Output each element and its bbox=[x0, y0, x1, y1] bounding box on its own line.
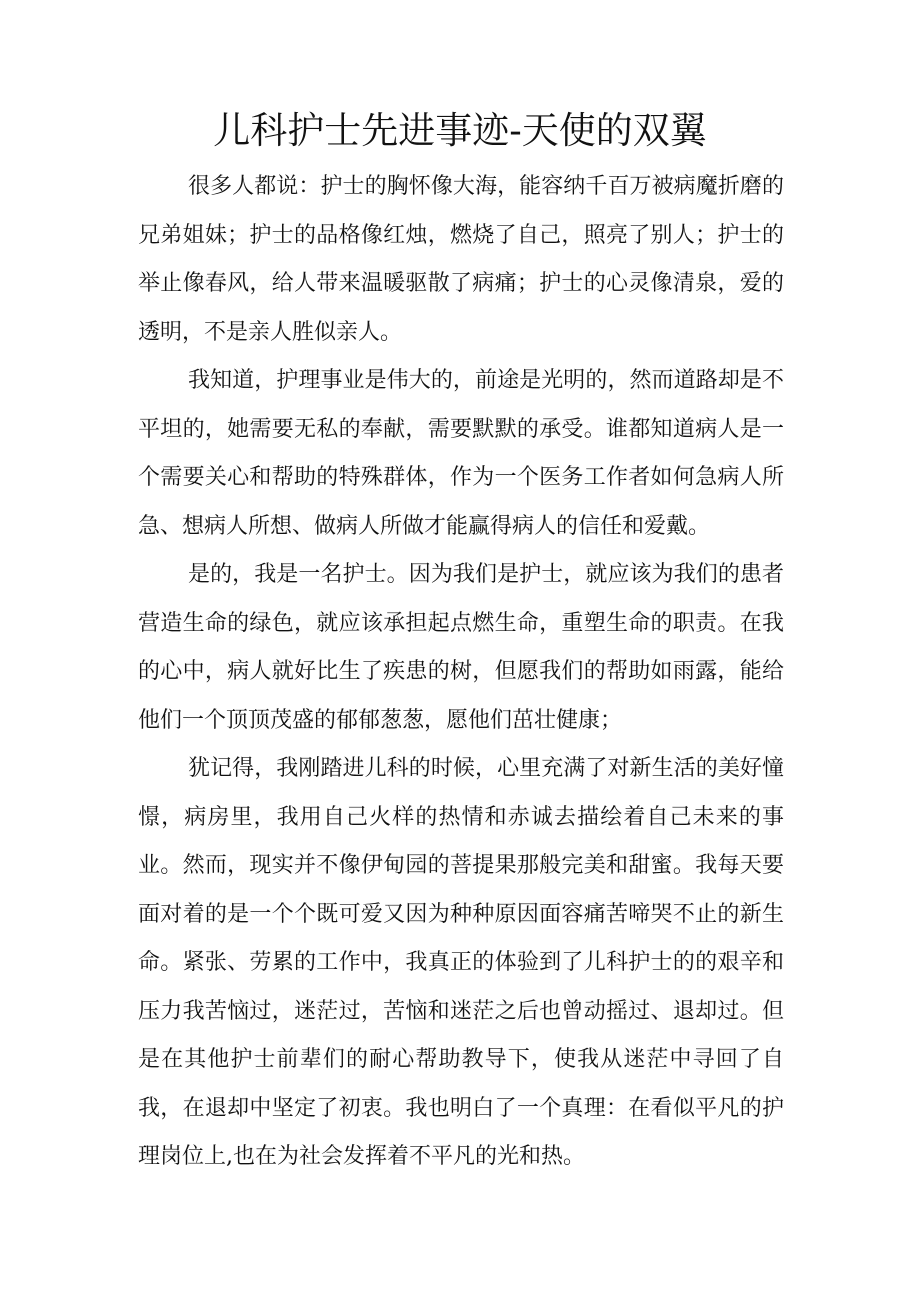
paragraph-4: 犹记得，我刚踏进儿科的时候，心里充满了对新生活的美好憧憬，病房里，我用自己火样的热情和赤诚去描绘着自己未来的事业。然而，现实并不像伊甸园的菩提果那般完美和甜蜜。我每天要面对着的是一个个既可爱又因为种种原因面容痛苦啼哭不止的新生命。紧张、劳累的工作中，我真正的体验到了儿科护士的的艰辛和压力我苦恼过，迷茫过，苦恼和迷茫之后也曾动摇过、退却过。但是在其他护士前辈们的耐心帮助教导下，使我从迷茫中寻回了自我，在退却中坚定了初衷。我也明白了一个真理：在看似平凡的护理岗位上,也在为社会发挥着不平凡的光和热。 bbox=[138, 756, 784, 1169]
paragraph-1: 很多人都说：护士的胸怀像大海，能容纳千百万被病魔折磨的兄弟姐妹；护士的品格像红烛，燃烧了自己，照亮了别人；护士的举止像春风，给人带来温暖驱散了病痛；护士的心灵像清泉，爱的透明，不是亲人胜似亲人。 bbox=[138, 174, 784, 345]
paragraph-2: 我知道，护理事业是伟大的，前途是光明的，然而道路却是不平坦的，她需要无私的奉献，需要默默的承受。谁都知道病人是一个需要关心和帮助的特殊群体，作为一个医务工作者如何急病人所急、想病人所想、做病人所做才能赢得病人的信任和爱戴。 bbox=[138, 368, 784, 539]
document-body bbox=[138, 163, 784, 1182]
document-title: 儿科护士先进事迹-天使的双翼 bbox=[213, 109, 707, 152]
paragraph-3: 是的，我是一名护士。因为我们是护士，就应该为我们的患者营造生命的绿色，就应该承担起点燃生命，重塑生命的职责。在我的心中，病人就好比生了疾患的树，但愿我们的帮助如雨露，能给他们一个顶顶茂盛的郁郁葱葱，愿他们茁壮健康； bbox=[138, 562, 784, 733]
